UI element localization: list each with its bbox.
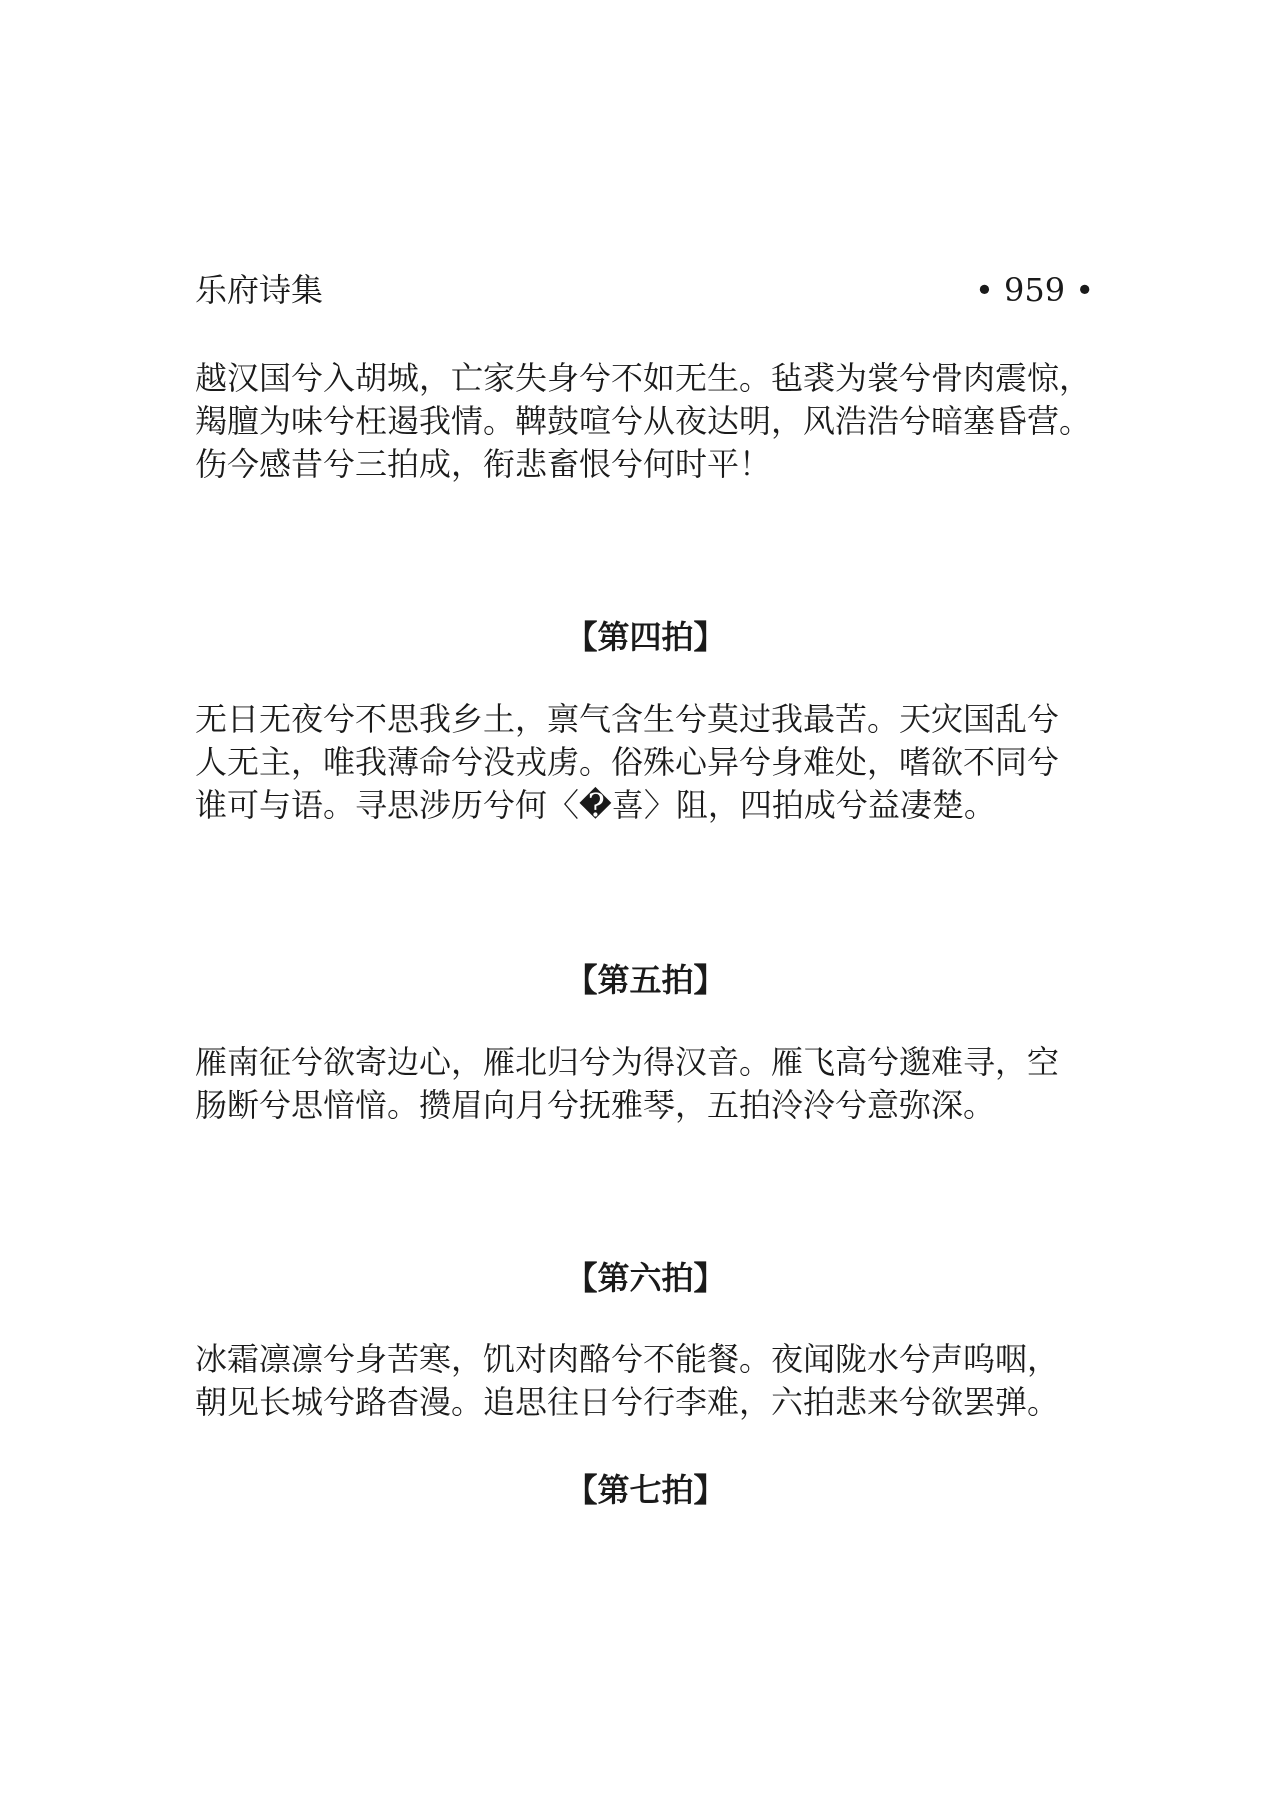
section-heading-fourth-beat [0,615,1283,659]
poem-line: 肠断兮思愔愔。攒眉向月兮抚雅琴，五拍泠泠兮意弥深。 [195,1086,996,1124]
poem-line: 越汉国兮入胡城，亡家失身兮不如无生。毡裘为裳兮骨肉震惊， [195,359,1092,397]
poem-line: 谁可与语。寻思涉历兮何〈�喜〉阻，四拍成兮益凄楚。 [195,786,996,824]
poem-line: 羯膻为味兮枉遏我情。鞞鼓喧兮从夜达明，风浩浩兮暗塞昏营。 [195,402,1092,440]
running-header-title: 乐府诗集 [195,271,324,309]
section-heading-label: 【第五拍】 [565,961,726,999]
section-heading-seventh-beat [0,1468,1283,1512]
section-heading-label: 【第四拍】 [565,618,726,656]
page-number: • 959 • [975,271,1095,309]
poem-paragraph-sixth-beat [195,1338,1115,1424]
poem-line: 朝见长城兮路杳漫。追思往日兮行李难，六拍悲来兮欲罢弹。 [195,1383,1060,1421]
poem-paragraph-fifth-beat [195,1041,1115,1127]
section-heading-label: 【第七拍】 [565,1471,726,1509]
poem-paragraph-fourth-beat [195,698,1115,827]
section-heading-label: 【第六拍】 [565,1259,726,1297]
poem-line: 无日无夜兮不思我乡土，禀气含生兮莫过我最苦。天灾国乱兮 [195,700,1060,738]
poem-paragraph-third-beat [195,357,1115,486]
poem-line: 伤今感昔兮三拍成，衔悲畜恨兮何时平！ [195,445,772,483]
poem-line: 人无主，唯我薄命兮没戎虏。俗殊心异兮身难处，嗜欲不同兮 [195,743,1060,781]
section-heading-sixth-beat [0,1256,1283,1300]
poem-line: 冰霜凛凛兮身苦寒，饥对肉酪兮不能餐。夜闻陇水兮声呜咽， [195,1340,1060,1378]
section-heading-fifth-beat [0,958,1283,1002]
poem-line: 雁南征兮欲寄边心，雁北归兮为得汉音。雁飞高兮邈难寻，空 [195,1043,1060,1081]
